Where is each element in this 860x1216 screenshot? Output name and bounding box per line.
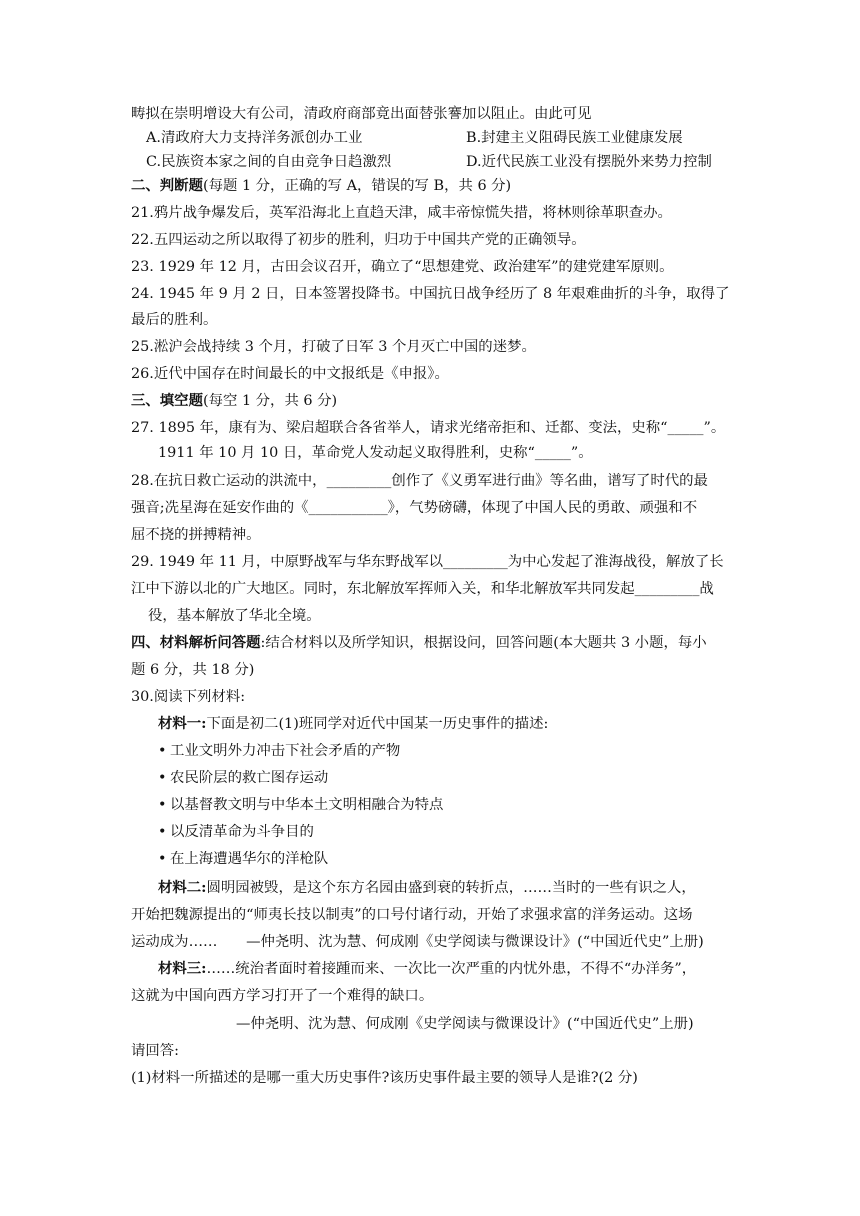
material1-intro: [158, 713, 758, 735]
section2-note: (每题 1 分，正确的写 A，错误的写 B，共 6 分): [202, 178, 512, 194]
section2-header: [131, 175, 731, 197]
material1-bullet: • 以基督教文明与中华本土文明相融合为特点: [158, 794, 758, 816]
material1-bullet: • 以反清革命为斗争目的: [158, 821, 758, 843]
ask-prompt: 请回答:: [131, 1043, 180, 1059]
q24-line2: 最后的胜利。: [131, 312, 218, 328]
material3-source: —仲尧明、沈为慧、何成刚《史学阅读与微课设计》(“中国近代史”上册): [236, 1016, 694, 1032]
q26: 26.近代中国存在时间最长的中文报纸是《申报》。: [131, 366, 449, 382]
material2-line3: 运动成为…… —仲尧明、沈为慧、何成刚《史学阅读与微课设计》(“中国近代史”上册): [131, 934, 704, 950]
material1-bullet: • 在上海遭遇华尔的洋枪队: [158, 848, 758, 870]
q22: 22.五四运动之所以取得了初步的胜利，归功于中国共产党的正确领导。: [131, 232, 586, 248]
material1-text: 下面是初二(1)班同学对近代中国某一历史事件的描述:: [206, 716, 549, 732]
q24-line1: 24. 1945 年 9 月 2 日，日本签署投降书。中国抗日战争经历了 8 年艰难曲折的斗争，取得了: [131, 286, 730, 302]
bullet-dot-icon: •: [158, 743, 167, 759]
q20-option-d: D.近代民族工业没有摆脱外来势力控制: [466, 154, 712, 170]
q28-line1: 28.在抗日救亡运动的洪流中，_________创作了《义勇军进行曲》等名曲，谱写了时代的最: [131, 473, 708, 489]
material3-line1: 材料三:……统治者面时着接踵而来、一次比一次严重的内忧外患，不得不“办洋务”，: [158, 960, 697, 977]
material2-line2: 开始把魏源提出的“师夷长技以制夷”的口号付诸行动，开始了求强求富的洋务运动。这场: [131, 907, 693, 923]
material3-label: 材料三:: [158, 960, 207, 977]
section4-note-line1: :结合材料以及所学知识，根据设问，回答问题(本大题共 3 小题，每小: [260, 635, 707, 651]
q20-option-c: C.民族资本家之间的自由竞争日趋激烈: [146, 154, 392, 170]
bullet-dot-icon: •: [158, 851, 167, 867]
material1-bullet: • 农民阶层的救亡图存运动: [158, 767, 758, 789]
q20-option-b: B.封建主义阻碍民族工业健康发展: [466, 130, 683, 146]
q28-line2: 强音;冼星海在延安作曲的《___________》，气势磅礴，体现了中国人民的勇敢、顽强和不: [131, 500, 698, 516]
q30-intro: 30.阅读下列材料:: [131, 689, 246, 705]
material3-line2: 这就为中国向西方学习打开了一个难得的缺口。: [131, 988, 434, 1004]
q21: 21.鸦片战争爆发后，英军沿海北上直趋天津，咸丰帝惊慌失措，将林则徐革职查办。: [131, 205, 672, 221]
section4-header: [131, 632, 731, 654]
bullet-dot-icon: •: [158, 770, 167, 786]
q27-line2: 1911 年 10 月 10 日，革命党人发动起义取得胜利，史称“_____”。: [158, 445, 593, 461]
section3-heading: 三、填空题: [131, 392, 203, 409]
material1-label: 材料一:: [158, 715, 207, 732]
section4-note-line2: 题 6 分，共 18 分): [131, 662, 255, 678]
section2-heading: 二、判断题: [131, 177, 203, 194]
section3-note: (每空 1 分，共 6 分): [202, 393, 338, 409]
material2-label: 材料二:: [158, 879, 207, 896]
bullet-dot-icon: •: [158, 824, 167, 840]
q28-line3: 屈不挠的拼搏精神。: [131, 527, 261, 543]
q29-line2: 江中下游以北的广大地区。同时，东北解放军挥师入关，和华北解放军共同发起_________战: [131, 581, 714, 597]
q30-sub1: (1)材料一所描述的是哪一重大历史事件?该历史事件最主要的领导人是谁?(2 分): [131, 1070, 638, 1086]
material2-line1: 材料二:圆明园被毁，是这个东方名园由盛到衰的转折点，……当时的一些有识之人，: [158, 879, 696, 896]
material1-bullet: • 工业文明外力冲击下社会矛盾的产物: [158, 740, 758, 762]
q27-line1: 27. 1895 年，康有为、梁启超联合各省举人，请求光绪帝拒和、迁都、变法，史称“_____”。: [131, 420, 726, 436]
q29-line3: 役，基本解放了华北全境。: [148, 608, 321, 624]
q20-stem-tail: 畴拟在崇明增设大有公司，清政府商部竟出面替张謇加以阻止。由此可见: [131, 106, 592, 122]
bullet-dot-icon: •: [158, 797, 167, 813]
q25: 25.淞沪会战持续 3 个月，打破了日军 3 个月灭亡中国的迷梦。: [131, 339, 536, 355]
q29-line1: 29. 1949 年 11 月，中原野战军与华东野战军以_________为中心发起了淮海战役，解放了长: [131, 554, 724, 570]
q20-option-a: A.清政府大力支持洋务派创办工业: [146, 130, 363, 146]
section3-header: [131, 390, 731, 412]
q23: 23. 1929 年 12 月，古田会议召开，确立了“思想建党、政治建军”的建党建军原则。: [131, 259, 674, 275]
section4-heading: 四、材料解析问答题: [131, 634, 261, 651]
